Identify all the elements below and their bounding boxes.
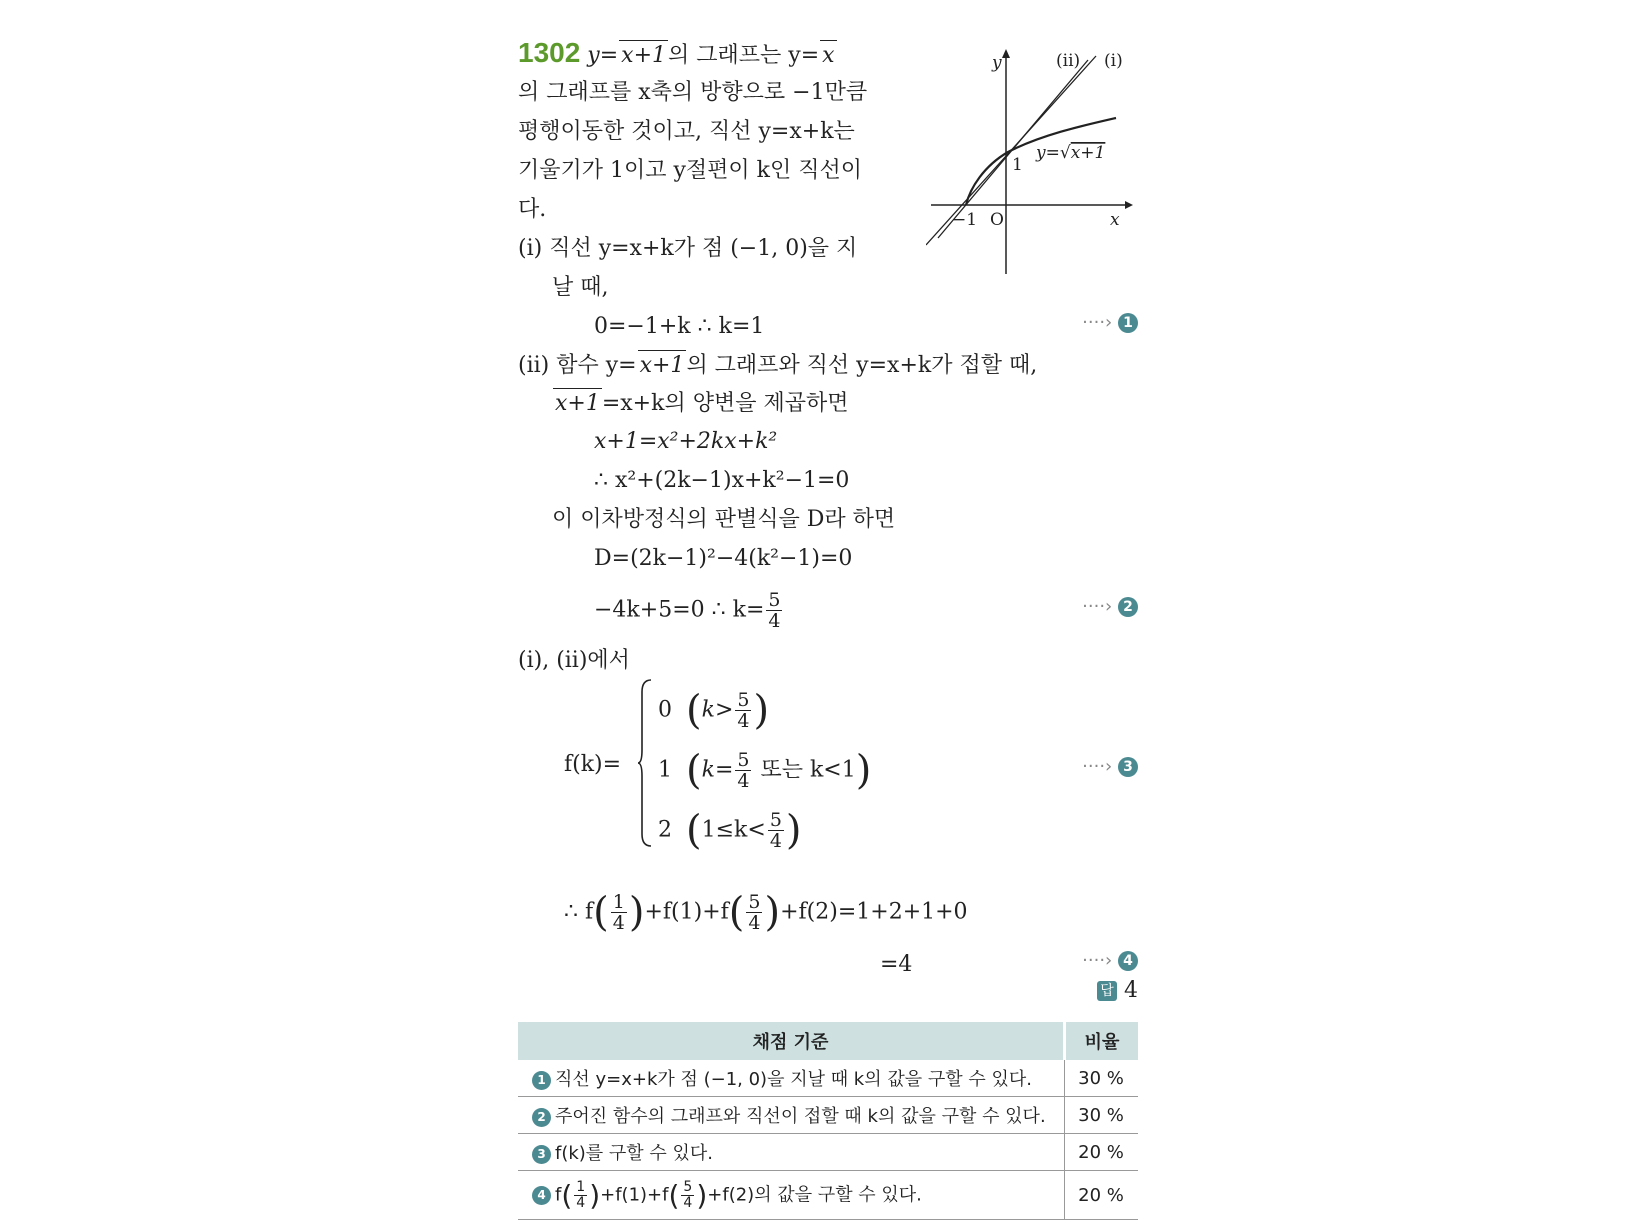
piecewise-function — [564, 678, 964, 858]
case2-line-5: 이 이차방정식의 판별식을 D라 하면 — [552, 507, 896, 532]
label-i: (i) — [1104, 51, 1123, 71]
criteria-table — [518, 1022, 1138, 1220]
y-axis-arrow — [1002, 49, 1010, 58]
sum-line: ∴ f( $\frac{1}{4}$ )+f(1)+f( $\frac{5}{4}$ )+f(2)=1+2+1+0 — [564, 889, 968, 936]
f-label: f(k)= — [564, 752, 622, 777]
table-row: 2 주어진 함수의 그래프와 직선이 접할 때 k의 값을 구할 수 있다. 30 % — [518, 1097, 1138, 1134]
answer-badge: 답 — [1097, 981, 1117, 1001]
intro-line-3: 평행이동한 것이고, 직선 y=x+k는 — [518, 119, 855, 144]
solution-page — [518, 30, 1138, 1220]
case2-line-7: −4k+5=0 ∴ k= $\frac{5}{4}$ — [594, 589, 781, 632]
label-x: x — [1110, 210, 1120, 230]
marker-4: ····› 4 — [1082, 950, 1138, 971]
criteria-header — [518, 1022, 1138, 1060]
piece-row-2: 2 (1≤k< $\frac{5}{4}$ ) — [658, 807, 802, 854]
answer-value: 4 — [1124, 978, 1138, 1003]
case2-line-6: D=(2k−1)²−4(k²−1)=0 — [594, 546, 853, 571]
case1-line-3: 0=−1+k ∴ k=1 — [594, 314, 765, 339]
piece-row-0: 0 (k> $\frac{5}{4}$ ) — [658, 687, 770, 734]
case2-line-4: ∴ x²+(2k−1)x+k²−1=0 — [594, 468, 850, 493]
marker-2: ····› 2 — [1082, 596, 1138, 617]
case1-line-2: 날 때, — [552, 275, 609, 300]
table-row: 3 f(k)를 구할 수 있다. 20 % — [518, 1134, 1138, 1171]
case2-line-1: (ii) 함수 y= x+1의 그래프와 직선 y=x+k가 접할 때, — [518, 350, 1037, 381]
marker-3: ····› 3 — [1082, 756, 1138, 777]
intro-line-4: 기울기가 1이고 y절편이 k인 직선이 — [518, 158, 863, 183]
brace — [638, 678, 652, 848]
label-ii: (ii) — [1056, 51, 1081, 71]
case2-line-3: x+1=x²+2kx+k² — [594, 429, 778, 454]
sum-result: =4 — [880, 952, 913, 977]
label-1: 1 — [1012, 155, 1023, 175]
sqrt-x-plus-1: x+1 — [619, 40, 668, 71]
answer — [1097, 978, 1138, 1003]
header-criterion: 채점 기준 — [518, 1022, 1065, 1060]
marker-1: ····› 1 — [1082, 312, 1138, 333]
sqrt-x: x — [820, 40, 836, 71]
summary-intro: (i), (ii)에서 — [518, 648, 630, 673]
intro-line-1: 1302 y= x+1의 그래프는 y= x — [518, 38, 837, 71]
table-row: 4 f( $\frac{1}{4}$ )+f(1)+f( $\frac{5}{4}$ )+f(2)의 값을 구할 수 있다. 20 % — [518, 1171, 1138, 1220]
graph — [926, 38, 1138, 278]
case1-line-1: (i) 직선 y=x+k가 점 (−1, 0)을 지 — [518, 236, 858, 261]
label-y: y — [992, 53, 1002, 73]
header-ratio: 비율 — [1065, 1022, 1139, 1060]
table-row: 1 직선 y=x+k가 점 (−1, 0)을 지날 때 k의 값을 구할 수 있다. 30 % — [518, 1060, 1138, 1097]
intro-line-5: 다. — [518, 197, 547, 222]
curve-label: y=√x+1 — [1036, 143, 1106, 163]
problem-number: 1302 — [518, 37, 581, 68]
label-origin: O — [990, 210, 1004, 230]
x-axis-arrow — [1125, 201, 1133, 209]
label-neg1: −1 — [952, 210, 978, 230]
intro-line-2: 의 그래프를 x축의 방향으로 −1만큼 — [518, 80, 868, 105]
case2-line-2: x+1=x+k의 양변을 제곱하면 — [552, 388, 848, 419]
piece-row-1: 1 (k= $\frac{5}{4}$ 또는 k<1) — [658, 747, 872, 794]
